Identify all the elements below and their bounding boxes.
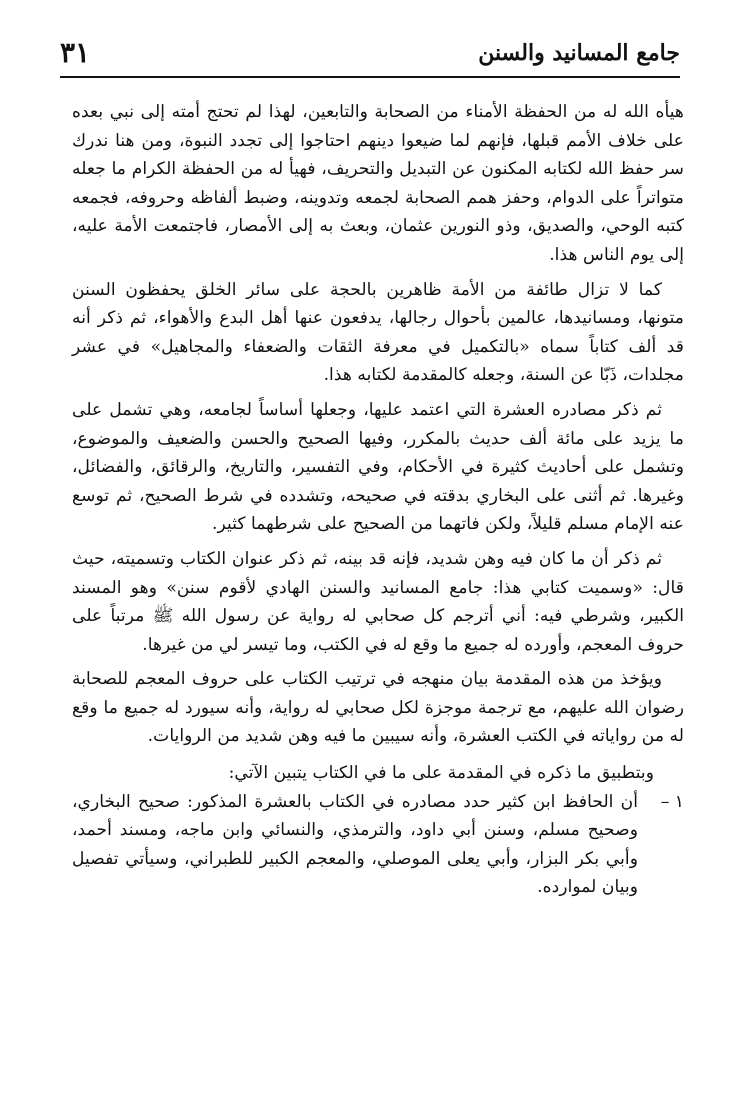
list-item xyxy=(72,788,684,902)
list-item-text: أن الحافظ ابن كثير حدد مصادره في الكتاب بالعشرة المذكور: صحيح البخاري، وصحيح مسلم، وسنن أبي داود، والترمذي، والنسائي وابن ماجه، ومسند أحمد، وأبي بكر البزار، وأبي يعلى الموصلي، والمعجم الكبير للطبراني، وسيأتي تفصيل وبيان لموارده. xyxy=(72,791,638,898)
list-item-number: ١ – xyxy=(660,791,684,812)
body-text xyxy=(72,98,684,902)
running-title: جامع المسانيد والسنن xyxy=(478,40,680,66)
paragraph: ثم ذكر أن ما كان فيه وهن شديد، فإنه قد بينه، ثم ذكر عنوان الكتاب وتسميته، حيث قال: «وسميت كتابي هذا: جامع المسانيد والسنن الهادي لأقوم سنن» وهو المسند الكبير، وشرطي فيه: أني أترجم كل صحابي له رواية عن رسول الله ﷺ مرتباً على حروف المعجم، وأورده له جميع ما وقع له في الكتب، وما تيسر لي من غيرها. xyxy=(72,548,684,655)
paragraph: ثم ذكر مصادره العشرة التي اعتمد عليها، وجعلها أساساً لجامعه، وهي تشمل على ما يزيد على مائة ألف حديث بالمكرر، وفيها الصحيح والحسن والضعيف والموضوع، وتشمل على أحاديث كثيرة في الأحكام، وفي التفسير، والتاريخ، والرقائق، والفضائل، وغيرها. ثم أثنى على البخاري بدقته في صحيحه، وتشدده في شرط الصحيح، ثم توسع عنه الإمام مسلم قليلاً، ولكن فاتهما من الصحيح على شرطهما كثير. xyxy=(72,399,684,535)
paragraph: كما لا تزال طائفة من الأمة ظاهرين بالحجة على سائر الخلق يحفظون السنن متونها، ومسانيدها، عالمين بأحوال رجالها، يدفعون عنها أهل البدع والأهواء، ثم ذكر أنه قد ألف كتاباً سماه «بالتكميل في معرفة الثقات والضعفاء والمجاهيل» في عشر مجلدات، ذَبّا عن السنة، وجعله كالمقدمة لكتابه هذا. xyxy=(72,279,684,386)
list-intro: وبتطبيق ما ذكره في المقدمة على ما في الكتاب يتبين الآتي: xyxy=(228,763,654,784)
paragraph: ويؤخذ من هذه المقدمة بيان منهجه في ترتيب الكتاب على حروف المعجم للصحابة رضوان الله عليهم، مع ترجمة موجزة لكل صحابي له رواية، وأنه سيورد له جميع ما وقع له من رواياته في الكتب العشرة، وأنه سيبين ما فيه وهن شديد من الروايات. xyxy=(72,669,684,747)
paragraph: هيأه الله له من الحفظة الأمناء من الصحابة والتابعين، لهذا لم تحتج أمته إلى نبي بعده على خلاف الأمم قبلها، فإنهم لما ضيعوا دينهم احتاجوا إلى تجدد النبوة، ومن هنا ندرك سر حفظ الله لكتابه المكنون عن التبديل والتحريف، فهيأ له من الحفظة الكرام ما جعله متواتراً على الدوام، وحفز همم الصحابة لجمعه وتدوينه، وضبط ألفاظه وحروفه، فجمعه كتبه الوحي، والصديق، وذو النورين عثمان، وبعث به إلى الأمصار، فاجتمعت الأمة عليه، إلى يوم الناس هذا. xyxy=(72,102,684,265)
running-header xyxy=(60,36,680,78)
page-number: ٣١ xyxy=(60,36,91,69)
